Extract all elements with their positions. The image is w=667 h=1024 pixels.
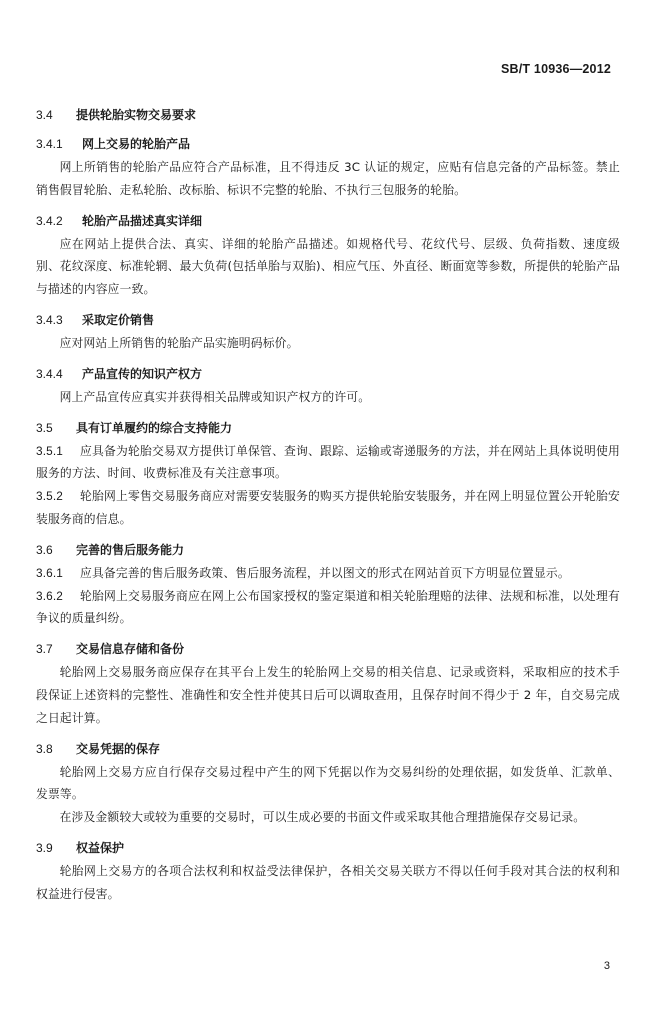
section-title: 交易信息存储和备份 [76, 642, 185, 657]
section-title: 提供轮胎实物交易要求 [76, 108, 197, 122]
paragraph: 应在网站上提供合法、真实、详细的轮胎产品描述。如规格代号、花纹代号、层级、负荷指数、速度级别、花纹深度、标准轮辋、最大负荷(包括单胎与双胎)、相应气压、外直径、断面宽等参数，所提供的轮胎产品与描述的内容应一致。 [36, 236, 620, 297]
section-heading-3-4-1 [36, 132, 620, 156]
section-heading-3-4-3 [36, 308, 620, 332]
section-heading-3-4-2 [36, 209, 620, 233]
section-heading-3-5 [36, 416, 620, 440]
clause-text: 轮胎网上交易服务商应在网上公布国家授权的鉴定渠道和相关轮胎理赔的法律、法规和标准，以处理有争议的质量纠纷。 [36, 588, 620, 626]
paragraph: 网上所销售的轮胎产品应符合产品标准，且不得违反 3C 认证的规定，应贴有信息完备的产品标签。禁止销售假冒轮胎、走私轮胎、改标胎、标识不完整的轮胎、不执行三包服务的轮胎。 [36, 160, 620, 197]
paragraph: 轮胎网上交易方的各项合法权利和权益受法律保护，各相关交易关联方不得以任何手段对其合法的权利和权益进行侵害。 [36, 863, 620, 901]
section-heading-3-4 [36, 103, 620, 127]
numbered-paragraph [36, 585, 620, 631]
standard-code: SB/T 10936—2012 [500, 62, 611, 76]
paragraph: 在涉及金额较大或较为重要的交易时，可以生成必要的书面文件或采取其他合理措施保存交易记录。 [59, 810, 586, 825]
clause-text: 应具备完善的售后服务政策、售后服务流程，并以图文的形式在网站首页下方明显位置显示。 [80, 565, 570, 580]
section-number: 3.4.4 [36, 366, 63, 381]
document-body [36, 103, 620, 913]
section-number: 3.4.3 [36, 312, 63, 327]
section-number: 3.4.1 [36, 137, 63, 151]
clause-number: 3.6.1 [36, 565, 63, 580]
section-heading-3-7 [36, 637, 620, 661]
section-title: 权益保护 [76, 840, 125, 855]
paragraph: 轮胎网上交易服务商应保存在其平台上发生的轮胎网上交易的相关信息、记录或资料，采取相应的技术手段保证上述资料的完整性、准确性和安全性并使其日后可以调取查用，且保存时间不得少于 2 年，自交易完成之日起计算。 [36, 665, 620, 725]
section-number: 3.7 [36, 642, 53, 657]
section-title: 交易凭据的保存 [76, 741, 161, 756]
section-heading-3-8 [36, 737, 620, 761]
section-title: 具有订单履约的综合支持能力 [76, 420, 233, 435]
section-number: 3.4 [36, 108, 53, 122]
section-number: 3.8 [36, 741, 53, 756]
clause-number: 3.5.2 [36, 489, 63, 504]
section-number: 3.6 [36, 542, 53, 557]
section-title: 网上交易的轮胎产品 [82, 137, 191, 151]
numbered-paragraph [36, 485, 620, 531]
section-heading-3-4-4 [36, 362, 620, 386]
numbered-paragraph [36, 562, 620, 585]
section-heading-3-6 [36, 538, 620, 562]
section-heading-3-9 [36, 836, 620, 860]
section-number: 3.4.2 [36, 213, 63, 228]
clause-number: 3.6.2 [36, 588, 63, 603]
section-number: 3.9 [36, 840, 53, 855]
section-title: 轮胎产品描述真实详细 [82, 213, 203, 228]
section-title: 完善的售后服务能力 [76, 542, 185, 557]
section-title: 产品宣传的知识产权方 [82, 366, 203, 381]
clause-number: 3.5.1 [36, 443, 63, 458]
paragraph: 轮胎网上交易方应自行保存交易过程中产生的网下凭据以作为交易纠纷的处理依据，如发货单、汇款单、发票等。 [36, 764, 620, 802]
page-number: 3 [603, 960, 610, 972]
section-title: 采取定价销售 [82, 312, 155, 327]
paragraph: 应对网站上所销售的轮胎产品实施明码标价。 [59, 335, 299, 350]
clause-text: 轮胎网上零售交易服务商应对需要安装服务的购买方提供轮胎安装服务，并在网上明显位置公开轮胎安装服务商的信息。 [36, 489, 620, 526]
paragraph: 网上产品宣传应真实并获得相关品牌或知识产权方的许可。 [59, 389, 371, 404]
numbered-paragraph [36, 440, 620, 486]
clause-text: 应具备为轮胎交易双方提供订单保管、查询、跟踪、运输或寄递服务的方法，并在网站上具体说明使用服务的方法、时间、收费标准及有关注意事项。 [36, 443, 620, 481]
section-number: 3.5 [36, 420, 53, 435]
